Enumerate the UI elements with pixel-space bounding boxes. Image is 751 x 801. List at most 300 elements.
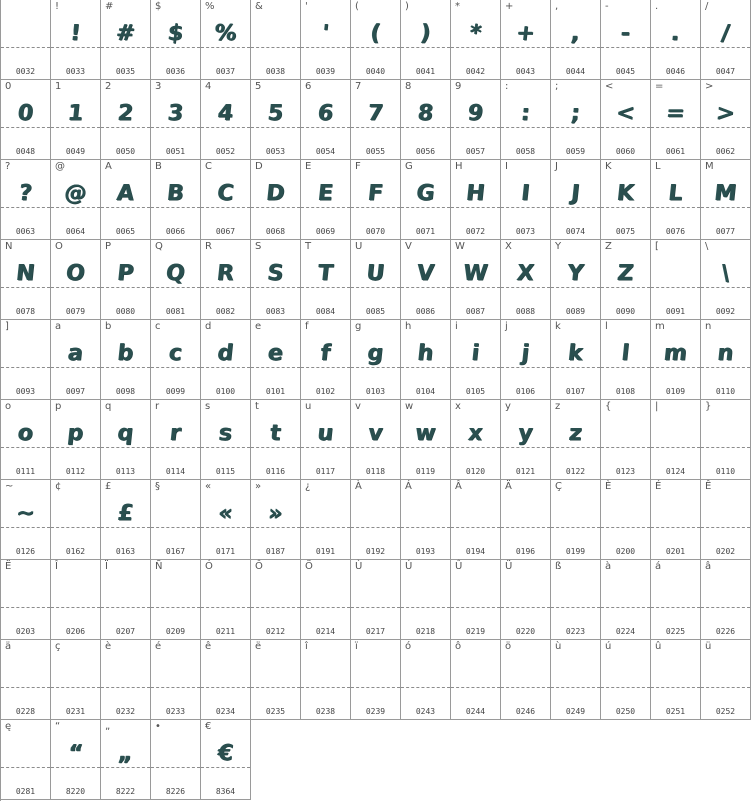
glyph-cell[interactable] — [651, 160, 701, 240]
glyph-label: Ê — [705, 481, 712, 492]
glyph-label: h — [405, 321, 412, 332]
glyph-cell[interactable] — [701, 240, 751, 320]
glyph-label: 7 — [355, 81, 362, 92]
glyph-cell[interactable] — [301, 480, 351, 560]
glyph-code: 0059 — [565, 147, 586, 156]
glyph-label: f — [305, 321, 309, 332]
glyph-code: 0070 — [365, 227, 386, 236]
glyph-cell[interactable] — [601, 160, 651, 240]
glyph-code: 0033 — [65, 67, 86, 76]
glyph-label: ë — [255, 641, 262, 652]
glyph-code: 0088 — [515, 307, 536, 316]
glyph-cell[interactable] — [151, 240, 201, 320]
glyph-label: î — [305, 641, 308, 652]
glyph-code: 0046 — [665, 67, 686, 76]
glyph-cell[interactable] — [51, 480, 101, 560]
glyph-cell[interactable] — [251, 80, 301, 160]
glyph-cell[interactable] — [351, 400, 401, 480]
glyph-code: 0252 — [715, 707, 736, 716]
glyph-sample: z — [567, 421, 584, 446]
glyph-cell[interactable] — [101, 0, 151, 80]
glyph-cell[interactable] — [201, 400, 251, 480]
glyph-cell[interactable] — [101, 240, 151, 320]
glyph-sample — [349, 494, 402, 534]
glyph-code: 0049 — [65, 147, 86, 156]
glyph-cell[interactable] — [201, 560, 251, 640]
glyph-cell[interactable] — [601, 480, 651, 560]
glyph-cell[interactable] — [351, 80, 401, 160]
glyph-cell[interactable] — [401, 400, 451, 480]
glyph-code: 0123 — [615, 467, 636, 476]
glyph-code: 0042 — [465, 67, 486, 76]
glyph-cell[interactable] — [351, 560, 401, 640]
glyph-cell[interactable] — [651, 0, 701, 80]
glyph-label: U — [355, 241, 363, 252]
glyph-label: { — [605, 401, 612, 412]
glyph-label: Ü — [505, 561, 513, 572]
glyph-cell[interactable] — [651, 320, 701, 400]
glyph-sample: l — [620, 341, 631, 366]
glyph-code: 0246 — [515, 707, 536, 716]
glyph-cell[interactable] — [601, 320, 651, 400]
glyph-cell[interactable] — [301, 560, 351, 640]
glyph-code: 0065 — [115, 227, 136, 236]
glyph-cell[interactable] — [401, 240, 451, 320]
glyph-sample: @ — [63, 181, 88, 206]
glyph-cell[interactable] — [601, 400, 651, 480]
glyph-cell[interactable] — [601, 640, 651, 720]
glyph-code: 0126 — [15, 547, 36, 556]
glyph-sample — [199, 654, 252, 694]
glyph-cell[interactable] — [451, 560, 501, 640]
glyph-label: # — [105, 1, 114, 12]
glyph-sample: 8 — [416, 101, 435, 126]
glyph-code: 0099 — [165, 387, 186, 396]
glyph-code: 0044 — [565, 67, 586, 76]
glyph-cell[interactable] — [351, 480, 401, 560]
glyph-cell[interactable] — [151, 560, 201, 640]
glyph-cell[interactable] — [51, 560, 101, 640]
glyph-sample — [149, 494, 202, 534]
glyph-label: D — [255, 161, 263, 172]
glyph-code: 0111 — [15, 467, 36, 476]
glyph-cell[interactable] — [201, 320, 251, 400]
glyph-code: 0060 — [615, 147, 636, 156]
glyph-sample: w — [414, 421, 438, 446]
glyph-cell[interactable] — [701, 480, 751, 560]
glyph-cell[interactable] — [551, 160, 601, 240]
glyph-code: 0209 — [165, 627, 186, 636]
glyph-cell[interactable] — [1, 80, 51, 160]
glyph-sample: + — [515, 21, 537, 46]
glyph-sample: V — [415, 261, 436, 286]
glyph-label: § — [155, 481, 160, 492]
glyph-cell[interactable] — [1, 320, 51, 400]
glyph-sample: “ — [67, 741, 85, 766]
glyph-sample: E — [316, 181, 335, 206]
glyph-cell[interactable] — [451, 0, 501, 80]
glyph-cell[interactable] — [1, 400, 51, 480]
glyph-cell[interactable] — [551, 640, 601, 720]
glyph-code: 0052 — [215, 147, 236, 156]
glyph-cell[interactable] — [551, 560, 601, 640]
glyph-cell[interactable] — [701, 640, 751, 720]
glyph-label: A — [105, 161, 112, 172]
glyph-label: â — [705, 561, 712, 572]
glyph-code: 0067 — [215, 227, 236, 236]
glyph-sample: # — [115, 21, 137, 46]
glyph-sample: ; — [569, 101, 582, 126]
glyph-label: Û — [455, 561, 463, 572]
glyph-cell[interactable] — [351, 320, 401, 400]
glyph-code: 0217 — [365, 627, 386, 636]
glyph-code: 0107 — [565, 387, 586, 396]
glyph-label: W — [455, 241, 465, 252]
glyph-cell[interactable] — [451, 160, 501, 240]
glyph-label: n — [705, 321, 712, 332]
glyph-label: V — [405, 241, 412, 252]
glyph-code: 0105 — [465, 387, 486, 396]
glyph-cell[interactable] — [251, 160, 301, 240]
glyph-cell[interactable] — [1, 0, 51, 80]
glyph-sample: B — [165, 181, 186, 206]
glyph-code: 0071 — [415, 227, 436, 236]
glyph-sample — [599, 574, 652, 614]
glyph-label: ~ — [5, 481, 14, 492]
glyph-cell[interactable] — [1, 640, 51, 720]
glyph-cell[interactable] — [451, 640, 501, 720]
glyph-cell[interactable] — [451, 400, 501, 480]
glyph-cell[interactable] — [701, 0, 751, 80]
glyph-cell[interactable] — [451, 240, 501, 320]
glyph-sample: Z — [616, 261, 635, 286]
glyph-cell[interactable] — [501, 0, 551, 80]
glyph-label: 0 — [5, 81, 12, 92]
glyph-cell[interactable] — [401, 0, 451, 80]
glyph-cell[interactable] — [501, 80, 551, 160]
glyph-label: ï — [355, 641, 358, 652]
glyph-code: 0073 — [515, 227, 536, 236]
glyph-cell[interactable] — [51, 400, 101, 480]
glyph-sample: 2 — [116, 101, 135, 126]
glyph-cell[interactable] — [551, 240, 601, 320]
glyph-cell[interactable] — [701, 560, 751, 640]
glyph-label: j — [505, 321, 508, 332]
glyph-code: 0232 — [115, 707, 136, 716]
glyph-cell[interactable] — [351, 240, 401, 320]
glyph-cell[interactable] — [1, 160, 51, 240]
glyph-sample — [499, 654, 552, 694]
glyph-cell[interactable] — [201, 80, 251, 160]
glyph-label: F — [355, 161, 361, 172]
glyph-cell[interactable] — [1, 480, 51, 560]
glyph-cell[interactable] — [351, 0, 401, 80]
glyph-cell[interactable] — [601, 80, 651, 160]
glyph-sample: m — [662, 341, 689, 366]
glyph-cell[interactable] — [551, 480, 601, 560]
glyph-sample: W — [462, 261, 490, 286]
glyph-cell[interactable] — [401, 560, 451, 640]
glyph-cell[interactable] — [251, 240, 301, 320]
glyph-cell[interactable] — [501, 480, 551, 560]
glyph-code: 0076 — [665, 227, 686, 236]
glyph-sample — [449, 654, 502, 694]
glyph-cell[interactable] — [101, 560, 151, 640]
glyph-label: » — [255, 481, 262, 492]
glyph-sample: G — [415, 181, 436, 206]
glyph-label: Ï — [105, 561, 108, 572]
glyph-cell[interactable] — [151, 640, 201, 720]
glyph-cell[interactable] — [301, 320, 351, 400]
glyph-label: | — [655, 401, 659, 412]
glyph-label: 2 — [105, 81, 112, 92]
glyph-cell[interactable] — [601, 240, 651, 320]
glyph-cell[interactable] — [651, 80, 701, 160]
glyph-cell[interactable] — [201, 160, 251, 240]
glyph-label: Ö — [305, 561, 313, 572]
glyph-cell[interactable] — [151, 480, 201, 560]
glyph-cell[interactable] — [301, 240, 351, 320]
glyph-code: 0072 — [465, 227, 486, 236]
glyph-cell[interactable] — [301, 160, 351, 240]
glyph-label: p — [55, 401, 62, 412]
glyph-sample — [0, 654, 52, 694]
glyph-cell[interactable] — [251, 640, 301, 720]
glyph-cell[interactable] — [201, 240, 251, 320]
glyph-code: 0077 — [715, 227, 736, 236]
glyph-cell[interactable] — [651, 240, 701, 320]
glyph-cell[interactable] — [201, 640, 251, 720]
glyph-sample — [449, 494, 502, 534]
glyph-cell[interactable] — [101, 480, 151, 560]
glyph-cell[interactable] — [51, 160, 101, 240]
glyph-cell[interactable] — [701, 400, 751, 480]
glyph-cell[interactable] — [601, 0, 651, 80]
glyph-label: l — [605, 321, 608, 332]
glyph-cell[interactable] — [301, 80, 351, 160]
glyph-label: ù — [555, 641, 562, 652]
glyph-cell[interactable] — [401, 160, 451, 240]
glyph-code: 0104 — [415, 387, 436, 396]
glyph-sample: M — [713, 181, 738, 206]
glyph-cell[interactable] — [251, 0, 301, 80]
glyph-code: 0036 — [165, 67, 186, 76]
glyph-cell[interactable] — [101, 640, 151, 720]
glyph-cell[interactable] — [151, 320, 201, 400]
glyph-code: 0249 — [565, 707, 586, 716]
glyph-sample: a — [66, 341, 85, 366]
glyph-code: 0192 — [365, 547, 386, 556]
glyph-cell[interactable] — [401, 480, 451, 560]
glyph-sample: L — [667, 181, 684, 206]
glyph-label: G — [405, 161, 413, 172]
glyph-code: 0110 — [715, 387, 736, 396]
glyph-cell[interactable] — [51, 240, 101, 320]
glyph-cell[interactable] — [651, 400, 701, 480]
glyph-cell[interactable] — [401, 320, 451, 400]
glyph-label: E — [305, 161, 312, 172]
glyph-cell[interactable] — [551, 400, 601, 480]
glyph-cell[interactable] — [651, 480, 701, 560]
glyph-label: c — [155, 321, 161, 332]
glyph-code: 0171 — [215, 547, 236, 556]
glyph-cell[interactable] — [251, 480, 301, 560]
glyph-code: 0113 — [115, 467, 136, 476]
glyph-label: ß — [555, 561, 562, 572]
glyph-cell[interactable] — [501, 320, 551, 400]
glyph-sample — [399, 574, 452, 614]
glyph-cell[interactable] — [351, 160, 401, 240]
glyph-cell[interactable] — [651, 560, 701, 640]
glyph-sample — [0, 334, 52, 374]
glyph-code: 0038 — [265, 67, 286, 76]
glyph-label: ê — [205, 641, 212, 652]
glyph-cell[interactable] — [101, 400, 151, 480]
glyph-cell[interactable] — [501, 160, 551, 240]
glyph-code: 0119 — [415, 467, 436, 476]
glyph-code: 0056 — [415, 147, 436, 156]
glyph-cell[interactable] — [201, 0, 251, 80]
glyph-cell[interactable] — [651, 640, 701, 720]
glyph-cell[interactable] — [151, 720, 201, 800]
glyph-sample — [549, 494, 602, 534]
glyph-label: ; — [555, 81, 559, 92]
glyph-sample — [149, 654, 202, 694]
glyph-cell[interactable] — [351, 640, 401, 720]
glyph-cell[interactable] — [451, 480, 501, 560]
glyph-label: é — [155, 641, 162, 652]
glyph-cell[interactable] — [151, 400, 201, 480]
glyph-code: 0122 — [565, 467, 586, 476]
glyph-cell[interactable] — [151, 0, 201, 80]
glyph-code: 0050 — [115, 147, 136, 156]
glyph-cell[interactable] — [701, 320, 751, 400]
glyph-sample: 6 — [316, 101, 335, 126]
glyph-cell[interactable] — [151, 80, 201, 160]
glyph-sample: Y — [566, 261, 585, 286]
glyph-cell[interactable] — [551, 0, 601, 80]
glyph-code: 0058 — [515, 147, 536, 156]
glyph-code: 0035 — [115, 67, 136, 76]
glyph-cell[interactable] — [51, 0, 101, 80]
glyph-label: 1 — [55, 81, 62, 92]
glyph-cell[interactable] — [201, 480, 251, 560]
glyph-sample: „ — [117, 741, 135, 766]
glyph-cell[interactable] — [51, 320, 101, 400]
glyph-code: 0089 — [565, 307, 586, 316]
glyph-cell[interactable] — [251, 320, 301, 400]
glyph-sample: i — [470, 341, 481, 366]
glyph-label: á — [655, 561, 662, 572]
glyph-code: 0040 — [365, 67, 386, 76]
glyph-sample: ! — [69, 21, 82, 46]
glyph-cell[interactable] — [51, 80, 101, 160]
glyph-code: 0223 — [565, 627, 586, 636]
glyph-cell[interactable] — [101, 160, 151, 240]
glyph-code: 0167 — [165, 547, 186, 556]
glyph-cell[interactable] — [551, 320, 601, 400]
glyph-cell[interactable] — [301, 0, 351, 80]
glyph-code: 0097 — [65, 387, 86, 396]
glyph-cell[interactable] — [251, 560, 301, 640]
glyph-code: 0191 — [315, 547, 336, 556]
glyph-label: 6 — [305, 81, 312, 92]
glyph-sample — [699, 654, 751, 694]
glyph-sample: d — [216, 341, 235, 366]
glyph-code: 0101 — [265, 387, 286, 396]
glyph-cell[interactable] — [151, 160, 201, 240]
glyph-label: ä — [5, 641, 12, 652]
glyph-cell[interactable] — [601, 560, 651, 640]
glyph-sample — [349, 654, 402, 694]
glyph-cell[interactable] — [251, 400, 301, 480]
glyph-cell[interactable] — [551, 80, 601, 160]
glyph-cell[interactable] — [401, 640, 451, 720]
glyph-sample: < — [615, 101, 637, 126]
glyph-sample: 0 — [16, 101, 35, 126]
glyph-code: 0218 — [415, 627, 436, 636]
glyph-label: w — [405, 401, 414, 412]
glyph-code: 0238 — [315, 707, 336, 716]
glyph-cell[interactable] — [51, 640, 101, 720]
glyph-label: u — [305, 401, 312, 412]
glyph-cell[interactable] — [501, 240, 551, 320]
glyph-cell[interactable] — [401, 80, 451, 160]
glyph-cell[interactable] — [1, 720, 51, 800]
glyph-cell[interactable] — [701, 160, 751, 240]
glyph-label: O — [55, 241, 63, 252]
glyph-cell[interactable] — [101, 80, 151, 160]
glyph-cell[interactable] — [451, 80, 501, 160]
glyph-sample: P — [116, 261, 135, 286]
glyph-label: . — [655, 1, 659, 12]
glyph-label: S — [255, 241, 262, 252]
glyph-label: ) — [405, 1, 409, 12]
glyph-code: 0039 — [315, 67, 336, 76]
glyph-sample — [0, 574, 52, 614]
glyph-label: M — [705, 161, 714, 172]
glyph-sample: T — [316, 261, 335, 286]
glyph-label: * — [455, 1, 460, 12]
glyph-cell[interactable] — [501, 640, 551, 720]
glyph-cell[interactable] — [301, 400, 351, 480]
glyph-cell[interactable] — [501, 400, 551, 480]
glyph-cell[interactable] — [201, 720, 251, 800]
glyph-cell[interactable] — [451, 320, 501, 400]
glyph-label: @ — [55, 161, 65, 172]
glyph-sample — [299, 654, 352, 694]
glyph-code: 0053 — [265, 147, 286, 156]
glyph-cell[interactable] — [501, 560, 551, 640]
glyph-label: H — [455, 161, 463, 172]
glyph-code: 0214 — [315, 627, 336, 636]
glyph-cell[interactable] — [101, 320, 151, 400]
glyph-cell[interactable] — [1, 560, 51, 640]
glyph-cell[interactable] — [301, 640, 351, 720]
glyph-label: ( — [355, 1, 359, 12]
glyph-sample: q — [116, 421, 135, 446]
glyph-cell[interactable] — [701, 80, 751, 160]
glyph-code: 0048 — [15, 147, 36, 156]
glyph-label: / — [705, 1, 709, 12]
glyph-label: 9 — [455, 81, 462, 92]
glyph-code: 0068 — [265, 227, 286, 236]
glyph-sample — [499, 494, 552, 534]
glyph-cell[interactable] — [1, 240, 51, 320]
glyph-cell[interactable] — [101, 720, 151, 800]
glyph-cell[interactable] — [51, 720, 101, 800]
glyph-sample: H — [465, 181, 487, 206]
